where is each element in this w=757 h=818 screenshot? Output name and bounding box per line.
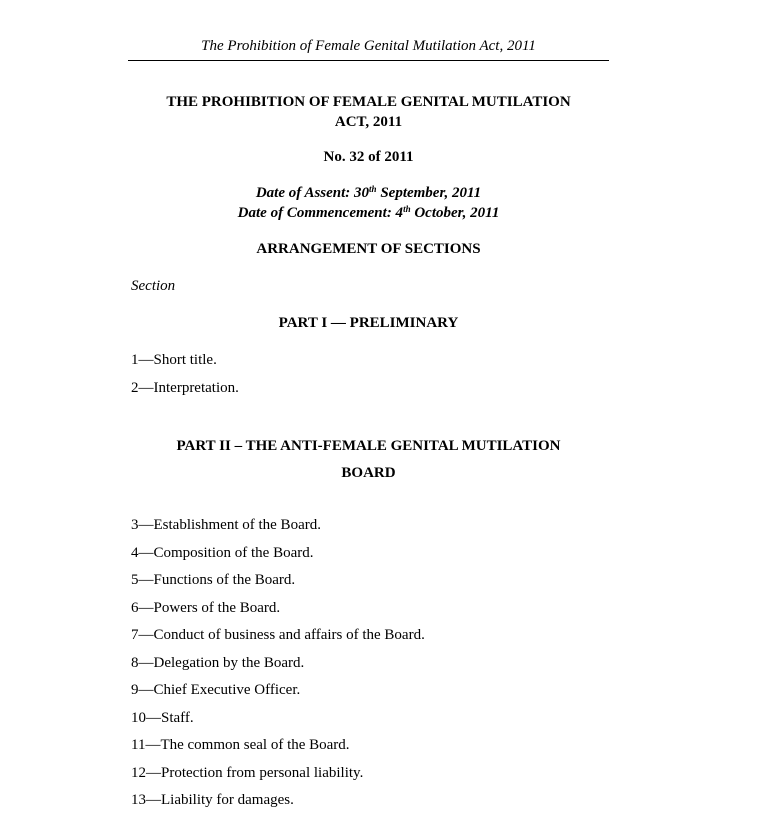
toc-item: 3—Establishment of the Board. (131, 517, 321, 533)
assent-rest: September, 2011 (376, 185, 482, 201)
date-of-assent (128, 183, 609, 203)
act-title (128, 92, 609, 132)
toc-item: 13—Liability for damages. (131, 792, 294, 808)
commencement-label: Date of Commencement: 4 (237, 205, 404, 221)
commencement-rest: October, 2011 (410, 205, 500, 221)
toc-item: 6—Powers of the Board. (131, 599, 281, 616)
toc-item: 9—Chief Executive Officer. (131, 682, 301, 698)
toc-item: 5—Functions of the Board. (131, 572, 296, 588)
part2-section-list (131, 515, 425, 818)
part2-heading (128, 433, 609, 487)
part1-section-list (131, 350, 239, 405)
toc-item: 8—Delegation by the Board. (131, 654, 305, 671)
assent-label: Date of Assent: 30 (255, 185, 370, 201)
toc-item: 10—Staff. (131, 709, 194, 726)
toc-item: 2—Interpretation. (131, 379, 239, 396)
toc-item: 7—Conduct of business and affairs of the Board. (131, 627, 425, 643)
toc-item: 11—The common seal of the Board. (131, 737, 350, 753)
assent-ordinal: th (369, 184, 377, 194)
part2-heading-line-2: BOARD (341, 465, 396, 481)
commencement-ordinal: th (403, 204, 411, 214)
header-rule (128, 60, 609, 61)
date-of-commencement (128, 203, 609, 223)
arrangement-heading: ARRANGEMENT OF SECTIONS (256, 241, 481, 257)
toc-item: 4—Composition of the Board. (131, 544, 314, 561)
section-label: Section (131, 278, 176, 294)
part2-heading-line-1: PART II – THE ANTI-FEMALE GENITAL MUTILATION (176, 438, 561, 454)
act-number: No. 32 of 2011 (323, 149, 414, 165)
act-title-line-2: ACT, 2011 (334, 114, 403, 130)
toc-item: 1—Short title. (131, 352, 217, 368)
running-header: The Prohibition of Female Genital Mutilation Act, 2011 (201, 38, 536, 54)
toc-item: 12—Protection from personal liability. (131, 764, 364, 781)
act-title-line-1: THE PROHIBITION OF FEMALE GENITAL MUTILATION (166, 94, 571, 110)
part1-heading: PART I — PRELIMINARY (278, 315, 459, 331)
